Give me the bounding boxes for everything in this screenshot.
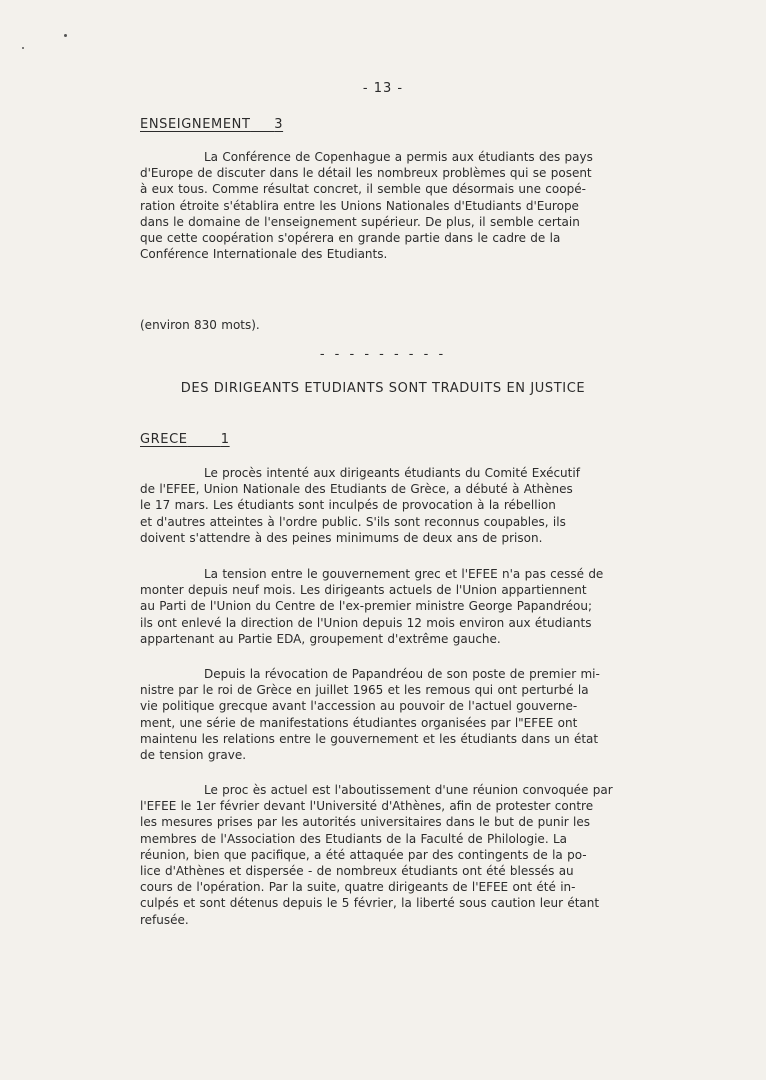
- text-line: de tension grave.: [140, 748, 247, 763]
- text-line: Depuis la révocation de Papandréou de son poste de premier mi-: [204, 667, 600, 681]
- text-line: refusée.: [140, 912, 189, 927]
- text-line: ration étroite s'établira entre les Unions Nationales d'Etudiants d'Europe: [140, 198, 579, 213]
- text-line: Le procès intenté aux dirigeants étudiants du Comité Exécutif: [204, 466, 580, 480]
- text-line: La tension entre le gouvernement grec et l'EFEE n'a pas cessé de: [204, 567, 604, 581]
- paragraph-grece-2: [140, 566, 685, 647]
- text-line: les mesures prises par les autorités universitaires dans le but de punir les: [140, 815, 591, 830]
- text-line: ment, une série de manifestations étudiantes organisées par l"EFEE ont: [140, 715, 578, 730]
- text-line: membres de l'Association des Etudiants de la Faculté de Philologie. La: [140, 831, 567, 846]
- text-line: à eux tous. Comme résultat concret, il semble que désormais une coopé-: [140, 182, 586, 197]
- text-line: ils ont enlevé la direction de l'Union depuis 12 mois environ aux étudiants: [140, 615, 592, 630]
- text-line: culpés et sont détenus depuis le 5 février, la liberté sous caution leur étant: [140, 896, 600, 911]
- text-line: appartenant au Partie EDA, groupement d'extrême gauche.: [140, 631, 501, 646]
- text-line: Le proc ès actuel est l'aboutissement d'une réunion convoquée par: [204, 783, 613, 797]
- text-line: La Conférence de Copenhague a permis aux étudiants des pays: [204, 150, 593, 164]
- paragraph-grece-4: [140, 782, 685, 928]
- section-title: ENSEIGNEMENT: [140, 117, 251, 132]
- text-line: vie politique grecque avant l'accession au pouvoir de l'actuel gouverne-: [140, 699, 578, 714]
- section-number: 3: [274, 117, 284, 132]
- speck-mark: [22, 47, 24, 49]
- text-line: maintenu les relations entre le gouvernement et les étudiants dans un état: [140, 731, 599, 746]
- text-line: que cette coopération s'opérera en grande partie dans le cadre de la: [140, 231, 561, 246]
- text-line: dans le domaine de l'enseignement supérieur. De plus, il semble certain: [140, 214, 580, 229]
- text-line: lice d'Athènes et dispersée - de nombreux étudiants ont été blessés au: [140, 864, 574, 879]
- paragraph-grece-3: [140, 666, 685, 763]
- text-line: le 17 mars. Les étudiants sont inculpés de provocation à la rébellion: [140, 498, 556, 513]
- text-line: d'Europe de discuter dans le détail les nombreux problèmes qui se posent: [140, 166, 592, 181]
- section-heading-grece: [140, 432, 230, 447]
- word-count: [140, 317, 685, 333]
- text-line: monter depuis neuf mois. Les dirigeants actuels de l'Union appartiennent: [140, 583, 587, 598]
- section-heading-enseignement: [140, 117, 283, 132]
- paragraph-grece-1: [140, 465, 685, 546]
- text-line: nistre par le roi de Grèce en juillet 1965 et les remous qui ont perturbé la: [140, 683, 589, 698]
- text-line: au Parti de l'Union du Centre de l'ex-premier ministre George Papandréou;: [140, 599, 593, 614]
- section-title: GRECE: [140, 432, 188, 447]
- section-number: 1: [220, 432, 230, 447]
- speck-mark: [64, 34, 67, 37]
- article-title: DES DIRIGEANTS ETUDIANTS SONT TRADUITS EN JUSTICE: [180, 381, 586, 396]
- text-line: Conférence Internationale des Etudiants.: [140, 247, 388, 262]
- text-line: réunion, bien que pacifique, a été attaquée par des contingents de la po-: [140, 847, 587, 862]
- text-line: l'EFEE le 1er février devant l'Université d'Athènes, afin de protester contre: [140, 799, 594, 814]
- text-line: (environ 830 mots).: [140, 318, 260, 332]
- text-line: cours de l'opération. Par la suite, quatre dirigeants de l'EFEE ont été in-: [140, 880, 576, 895]
- text-line: doivent s'attendre à des peines minimums de deux ans de prison.: [140, 530, 543, 545]
- separator-line: - - - - - - - - -: [319, 347, 447, 362]
- page-number: - 13 -: [362, 81, 404, 96]
- text-line: de l'EFEE, Union Nationale des Etudiants de Grèce, a débuté à Athènes: [140, 482, 573, 497]
- text-line: et d'autres atteintes à l'ordre public. S'ils sont reconnus coupables, ils: [140, 514, 566, 529]
- paragraph-enseignement: [140, 149, 685, 262]
